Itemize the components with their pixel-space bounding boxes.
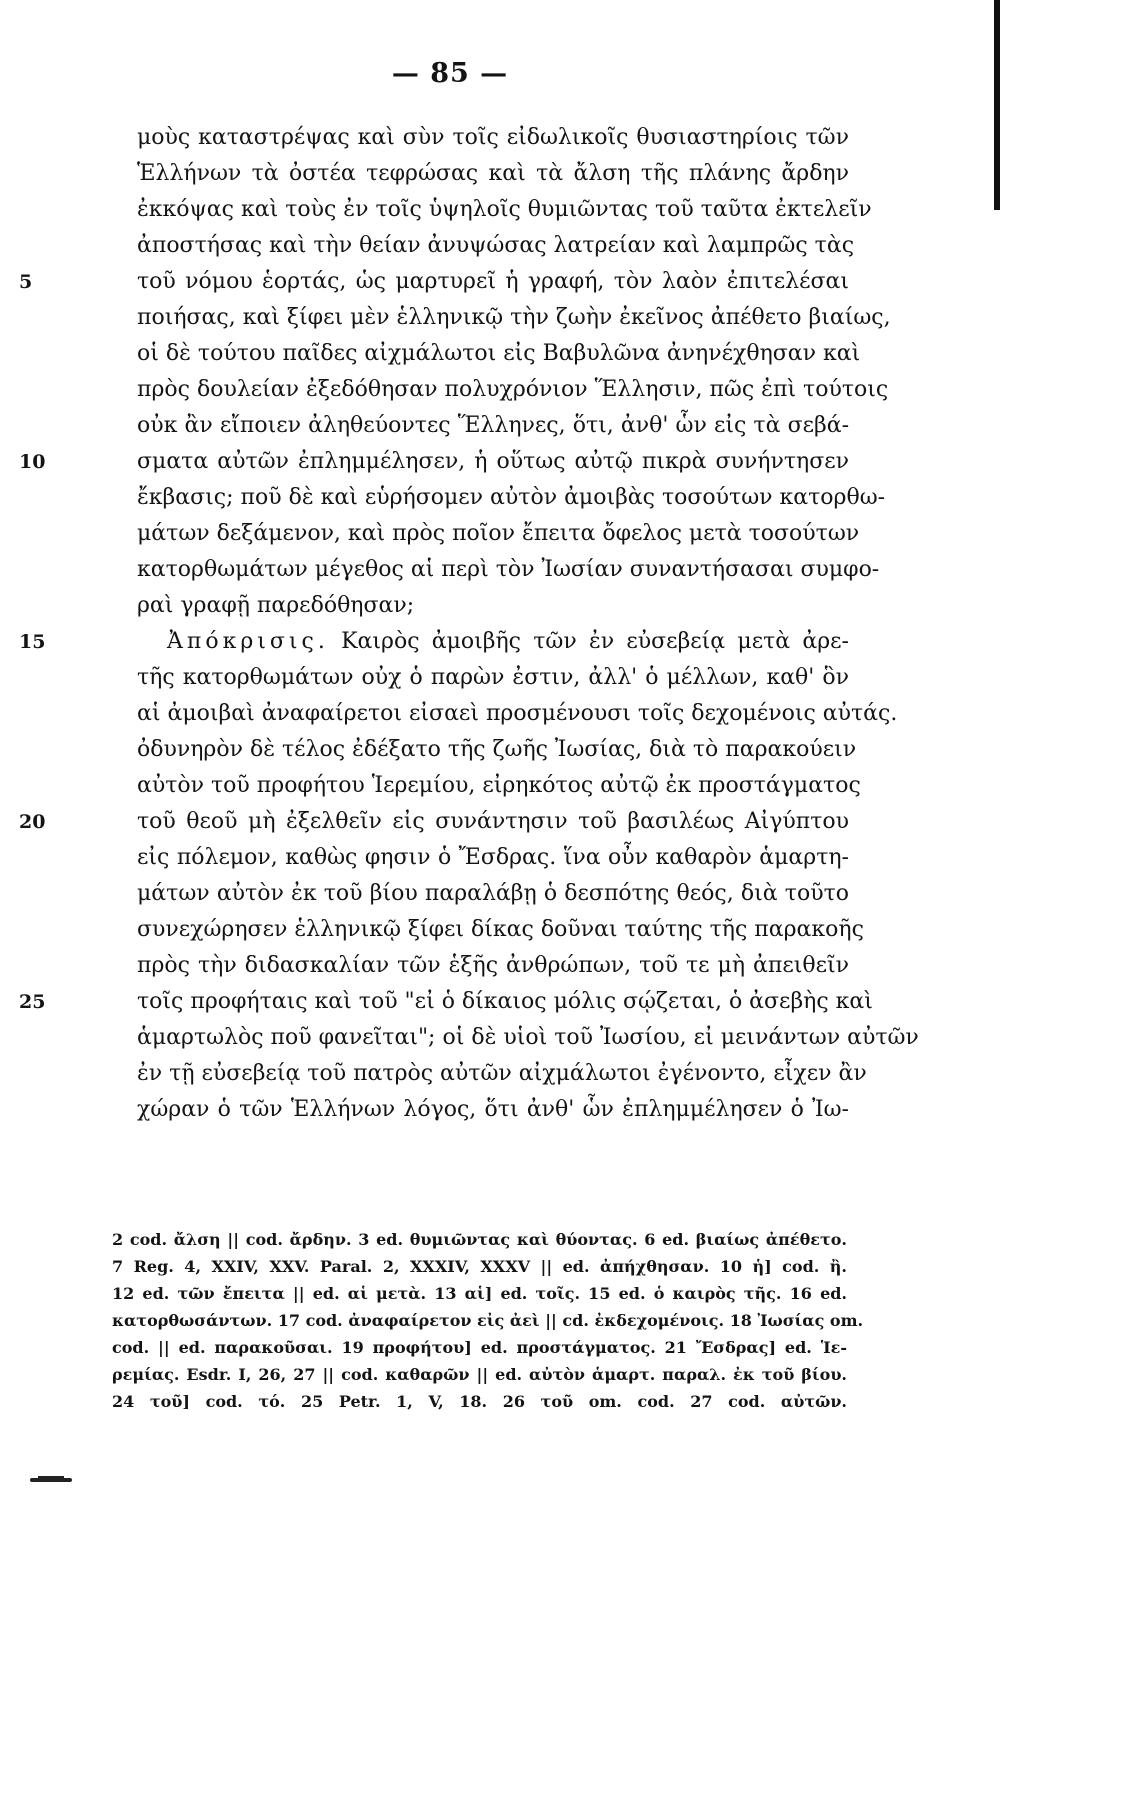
text-line (137, 912, 864, 948)
answer-label: Ἀπόκρισις. (167, 629, 329, 654)
text-line (137, 408, 849, 444)
line-text: αὐτὸν τοῦ προφήτου Ἱερεμίου, εἰρηκότος αὐτῷ ἐκ προστάγματος (137, 773, 861, 798)
line-text: χώραν ὁ τῶν Ἑλλήνων λόγος, ὅτι ἀνθ' ὧν ἐπλημμέλησεν ὁ Ἰω- (137, 1097, 849, 1122)
line-text: σματα αὐτῶν ἐπλημμέλησεν, ἡ οὕτως αὐτῷ πικρὰ συνήντησεν (137, 449, 849, 474)
line-text: ἔκβασις; ποῦ δὲ καὶ εὑρήσομεν αὐτὸν ἀμοιβὰς τοσούτων κατορθω- (137, 485, 886, 510)
line-text: αἱ ἀμοιβαὶ ἀναφαίρετοι εἰσαεὶ προσμένουσι τοῖς δεχομένοις αὐτάς. (137, 701, 898, 726)
text-line (137, 696, 898, 732)
text-line (137, 156, 849, 192)
line-text: τοῖς προφήταις καὶ τοῦ "εἰ ὁ δίκαιος μόλις σῴζεται, ὁ ἀσεβὴς καὶ (137, 989, 873, 1014)
line-text: τοῦ θεοῦ μὴ ἐξελθεῖν εἰς συνάντησιν τοῦ βασιλέως Αἰγύπτου (137, 809, 849, 834)
line-text: ἁμαρτωλὸς ποῦ φανεῖται"; οἱ δὲ υἱοὶ τοῦ Ἰωσίου, εἰ μεινάντων αὐτῶν (137, 1025, 919, 1050)
footnote-line: 2 cod. ἄλση || cod. ἄρδην. 3 ed. θυμιῶντας καὶ θύοντας. 6 ed. βιαίως ἀπέθετο. (112, 1230, 847, 1249)
footnotes (112, 1226, 864, 1415)
line-text: τῆς κατορθωμάτων οὐχ ὁ παρὼν ἐστιν, ἀλλ' ὁ μέλλων, καθ' ὃν (137, 665, 849, 690)
line-number: 5 (19, 271, 33, 293)
line-text: οὐκ ἂν εἴποιεν ἀληθεύοντες Ἕλληνες, ὅτι, ἀνθ' ὧν εἰς τὰ σεβά- (137, 413, 849, 438)
footer-ornament (30, 1478, 72, 1482)
line-text: εἰς πόλεμον, καθὼς φησιν ὁ Ἔσδρας. ἵνα οὖν καθαρὸν ἁμαρτη- (137, 845, 849, 870)
line-text: ὀδυνηρὸν δὲ τέλος ἐδέξατο τῆς ζωῆς Ἰωσίας, διὰ τὸ παρακούειν (137, 737, 857, 762)
text-line (137, 228, 855, 264)
text-line (137, 876, 849, 912)
line-text: ραὶ γραφῇ παρεδόθησαν; (137, 593, 415, 618)
text-line (137, 516, 860, 552)
line-text: τοῦ νόμου ἑορτάς, ὡς μαρτυρεῖ ἡ γραφή, τὸν λαὸν ἐπιτελέσαι (137, 269, 849, 294)
text-line (19, 444, 849, 480)
text-line (137, 588, 849, 624)
footnote-line: ρεμίας. Esdr. I, 26, 27 || cod. καθαρῶν || ed. αὐτὸν ἁμαρτ. παραλ. ἐκ τοῦ βίου. (112, 1365, 847, 1384)
main-text (19, 120, 919, 1128)
text-line (19, 624, 849, 660)
line-text (137, 629, 849, 654)
line-text: ἐκκόψας καὶ τοὺς ἐν τοῖς ὑψηλοῖς θυμιῶντας τοῦ ταῦτα ἐκτελεῖν (137, 197, 872, 222)
text-line (19, 264, 849, 300)
text-line (137, 372, 889, 408)
line-text: κατορθωμάτων μέγεθος αἱ περὶ τὸν Ἰωσίαν συναντήσασαι συμφο- (137, 557, 880, 582)
footnote-line: 7 Reg. 4, XXIV, XXV. Paral. 2, XXXIV, XXXV || ed. ἀπήχθησαν. 10 ἡ] cod. ἢ. (112, 1257, 847, 1276)
text-line (137, 480, 886, 516)
text-line (137, 1020, 919, 1056)
line-number: 25 (19, 991, 46, 1013)
line-text: μάτων δεξάμενον, καὶ πρὸς ποῖον ἔπειτα ὄφελος μετὰ τοσούτων (137, 521, 860, 546)
text-line (137, 192, 872, 228)
text-line (137, 840, 849, 876)
text-line (137, 1092, 849, 1128)
line-number: 15 (19, 631, 46, 653)
line-text: Ἑλλήνων τὰ ὀστέα τεφρώσας καὶ τὰ ἄλση τῆς πλάνης ἄρδην (137, 161, 849, 186)
text-line (137, 732, 857, 768)
text-line (137, 1056, 867, 1092)
line-text: μάτων αὐτὸν ἐκ τοῦ βίου παραλάβῃ ὁ δεσπότης θεός, διὰ τοῦτο (137, 881, 849, 906)
line-text-rest: Καιρὸς ἀμοιβῆς τῶν ἐν εὐσεβείᾳ μετὰ ἀρε- (328, 629, 849, 654)
line-number: 10 (19, 451, 46, 473)
line-number: 20 (19, 811, 46, 833)
text-line (137, 120, 849, 156)
text-line (137, 336, 861, 372)
line-text: ἐν τῇ εὐσεβείᾳ τοῦ πατρὸς αὐτῶν αἰχμάλωτοι ἐγένοντο, εἶχεν ἂν (137, 1061, 867, 1086)
footnote-line: 12 ed. τῶν ἔπειτα || ed. αἱ μετὰ. 13 αἱ] ed. τοῖς. 15 ed. ὁ καιρὸς τῆς. 16 ed. (112, 1284, 847, 1303)
line-text: πρὸς τὴν διδασκαλίαν τῶν ἑξῆς ἀνθρώπων, τοῦ τε μὴ ἀπειθεῖν (137, 953, 849, 978)
line-text: μοὺς καταστρέψας καὶ σὺν τοῖς εἰδωλικοῖς θυσιαστηρίοις τῶν (137, 125, 849, 150)
text-line (137, 948, 849, 984)
line-text: ἀποστήσας καὶ τὴν θείαν ἀνυψώσας λατρείαν καὶ λαμπρῶς τὰς (137, 233, 855, 258)
line-text: οἱ δὲ τούτου παῖδες αἰχμάλωτοι εἰς Βαβυλῶνα ἀνηνέχθησαν καὶ (137, 341, 861, 366)
text-line (19, 804, 849, 840)
text-line (137, 768, 861, 804)
footnote-line: 24 τοῦ] cod. τό. 25 Petr. 1, V, 18. 26 τοῦ om. cod. 27 cod. αὐτῶν. (112, 1392, 847, 1411)
text-line (137, 300, 891, 336)
line-text: ποιήσας, καὶ ξίφει μὲν ἑλληνικῷ τὴν ζωὴν ἐκεῖνος ἀπέθετο βιαίως, (137, 305, 891, 330)
page-number: — 85 — (391, 58, 509, 89)
line-text: πρὸς δουλείαν ἐξεδόθησαν πολυχρόνιον Ἕλλησιν, πῶς ἐπὶ τούτοις (137, 377, 889, 402)
page-edge-rule (994, 0, 1000, 210)
footnote-line: κατορθωσάντων. 17 cod. ἀναφαίρετον εἰς ἀεὶ || cd. ἐκδεχομένοις. 18 Ἰωσίας om. (112, 1311, 864, 1330)
line-text: συνεχώρησεν ἑλληνικῷ ξίφει δίκας δοῦναι ταύτης τῆς παρακοῆς (137, 917, 864, 942)
footnote-line: cod. || ed. παρακοῦσαι. 19 προφήτου] ed. προστάγματος. 21 Ἔσδρας] ed. Ἱε- (112, 1338, 847, 1357)
text-line (137, 552, 880, 588)
text-line (19, 984, 873, 1020)
text-line (137, 660, 849, 696)
